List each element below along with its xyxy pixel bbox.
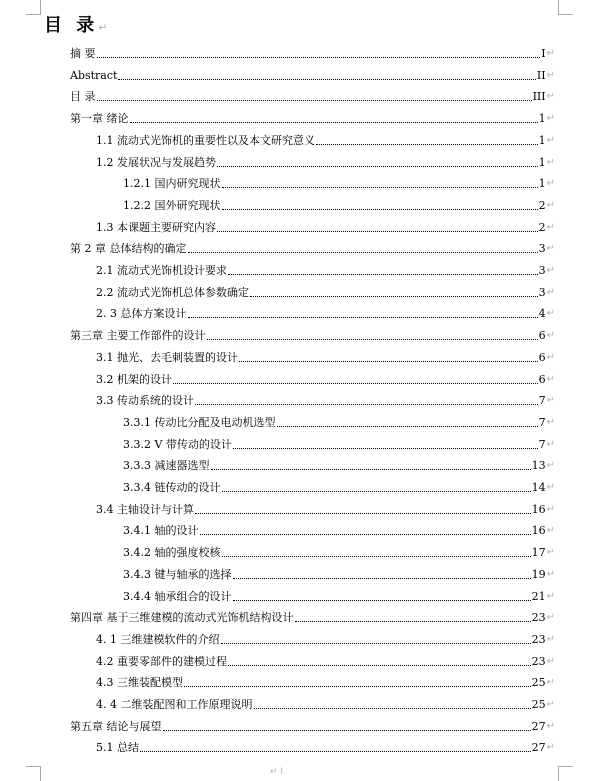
paragraph-mark-icon: ↵ [546, 330, 555, 341]
toc-leader-dots [233, 577, 531, 579]
toc-leader-dots [97, 56, 541, 58]
toc-entry-label: 4. 1 三维建模软件的介绍 [96, 633, 220, 646]
toc-entry-label: 第四章 基于三维建模的流动式光饰机结构设计 [70, 611, 294, 624]
toc-entry-page: 23 [531, 633, 546, 646]
paragraph-mark-icon: ↵ [546, 504, 555, 515]
toc-entry-label: 3.2 机架的设计 [96, 373, 172, 386]
toc-leader-dots [97, 99, 532, 101]
toc-entry-label: 4.2 重要零部件的建模过程 [96, 655, 227, 668]
toc-entry-label: 第三章 主要工作部件的设计 [70, 329, 206, 342]
toc-leader-dots [221, 642, 531, 644]
toc-entry-page: 2 [538, 221, 546, 234]
paragraph-mark-icon: ↵ [546, 569, 555, 580]
toc-leader-dots [207, 338, 538, 340]
toc-entry-label: 摘 要 [70, 47, 96, 60]
toc-entry-page: 17 [531, 546, 546, 559]
paragraph-mark-icon: ↵ [546, 157, 555, 168]
toc-entry-page: 4 [538, 307, 546, 320]
toc-entry[interactable] [123, 414, 555, 430]
toc-leader-dots [222, 186, 538, 188]
toc-entry-page: 25 [531, 676, 546, 689]
toc-entry[interactable] [123, 479, 555, 495]
toc-entry[interactable] [96, 739, 555, 755]
paragraph-mark-icon: ↵ [546, 395, 555, 406]
toc-entry[interactable] [123, 197, 555, 213]
paragraph-mark-icon: ↵ [546, 135, 555, 146]
paragraph-mark-icon: ↵ [546, 374, 555, 385]
toc-entry-page: 6 [538, 351, 546, 364]
toc-entry[interactable] [96, 284, 555, 300]
toc-entry[interactable] [96, 674, 555, 690]
toc-entry-page: 23 [531, 655, 546, 668]
toc-leader-dots [195, 403, 538, 405]
toc-entry[interactable] [123, 457, 555, 473]
toc-entry-page: 1 [538, 134, 546, 147]
paragraph-mark-icon: ↵ [546, 265, 555, 276]
toc-entry-page: 27 [531, 720, 546, 733]
toc-entry-page: 16 [531, 524, 546, 537]
toc-leader-dots [188, 251, 538, 253]
toc-entry-page: 2 [538, 199, 546, 212]
toc-leader-dots [233, 447, 538, 449]
toc-entry[interactable] [96, 392, 555, 408]
footer-page-mark: ↵ I [270, 767, 284, 777]
toc-leader-dots [217, 230, 538, 232]
toc-entry-label: 3.3.3 减速器选型 [123, 459, 210, 472]
toc-leader-dots [295, 620, 531, 622]
toc-entry-page: 7 [538, 416, 546, 429]
margin-corner-top-left [26, 0, 41, 15]
paragraph-mark-icon: ↵ [546, 742, 555, 753]
toc-entry[interactable] [123, 588, 555, 604]
margin-corner-bottom-left [26, 766, 41, 781]
paragraph-mark-icon: ↵ [546, 525, 555, 536]
toc-entry-page: 1 [538, 177, 546, 190]
toc-entry[interactable] [96, 371, 555, 387]
toc-entry-page: 6 [538, 329, 546, 342]
toc-entry[interactable] [123, 436, 555, 452]
paragraph-mark-icon: ↵ [546, 699, 555, 710]
toc-entry-page: I [541, 47, 546, 60]
toc-entry-page: 6 [538, 373, 546, 386]
toc-entry-page: 14 [531, 481, 546, 494]
toc-leader-dots [188, 316, 538, 318]
toc-entry[interactable] [96, 132, 555, 148]
toc-entry[interactable] [70, 67, 555, 83]
paragraph-mark-icon: ↵ [546, 417, 555, 428]
toc-entry-label: 1.2 发展状况与发展趋势 [96, 156, 216, 169]
toc-entry[interactable] [96, 219, 555, 235]
toc-entry[interactable] [96, 653, 555, 669]
toc-entry-label: 第一章 绪论 [70, 112, 129, 125]
paragraph-mark-icon: ↵ [546, 308, 555, 319]
toc-entry[interactable] [70, 327, 555, 343]
paragraph-mark-icon: ↵ [546, 200, 555, 211]
paragraph-mark-icon: ↵ [546, 721, 555, 732]
toc-entry-label: 1.2.2 国外研究现状 [123, 199, 221, 212]
toc-entry-label: 1.3 本课题主要研究内容 [96, 221, 216, 234]
toc-entry-page: 25 [531, 698, 546, 711]
toc-leader-dots [217, 165, 538, 167]
toc-entry-label: 第 2 章 总体结构的确定 [70, 242, 187, 255]
paragraph-mark-icon: ↵ [546, 677, 555, 688]
toc-leader-dots [211, 468, 531, 470]
toc-entry-label: 4.3 三维装配模型 [96, 676, 183, 689]
toc-entry-page: 7 [538, 438, 546, 451]
toc-entry[interactable] [96, 696, 555, 712]
margin-corner-top-right [558, 0, 573, 15]
toc-entry-page: 3 [538, 264, 546, 277]
paragraph-mark-icon: ↵ [546, 634, 555, 645]
paragraph-mark-icon: ↵ [546, 656, 555, 667]
toc-entry-page: 16 [531, 503, 546, 516]
paragraph-mark-icon: ↵ [546, 70, 555, 81]
page-title [44, 15, 108, 39]
toc-entry-page: 27 [531, 741, 546, 754]
toc-entry[interactable] [70, 45, 555, 61]
toc-leader-dots [118, 78, 535, 80]
toc-entry[interactable] [123, 522, 555, 538]
toc-entry-page: 19 [531, 568, 546, 581]
toc-leader-dots [140, 750, 531, 752]
paragraph-mark-icon: ↵ [546, 178, 555, 189]
toc-entry-page: III [532, 90, 546, 103]
toc-leader-dots [200, 533, 531, 535]
toc-leader-dots [228, 664, 531, 666]
toc-entry-page: 3 [538, 286, 546, 299]
paragraph-mark-icon: ↵ [546, 547, 555, 558]
paragraph-mark-icon: ↵ [546, 482, 555, 493]
toc-entry-label: 2.1 流动式光饰机设计要求 [96, 264, 227, 277]
toc-entry-label: 3.3.1 传动比分配及电动机选型 [123, 416, 276, 429]
toc-entry[interactable] [70, 240, 555, 256]
toc-leader-dots [222, 490, 531, 492]
toc-leader-dots [239, 360, 538, 362]
paragraph-mark-icon: ↵ [546, 243, 555, 254]
paragraph-mark-icon: ↵ [546, 287, 555, 298]
toc-leader-dots [130, 121, 538, 123]
paragraph-mark-icon: ↵ [546, 48, 555, 59]
toc-entry-label: 2.2 流动式光饰机总体参数确定 [96, 286, 249, 299]
toc-leader-dots [277, 425, 538, 427]
toc-entry-label: 5.1 总结 [96, 741, 139, 754]
toc-entry-page: 13 [531, 459, 546, 472]
toc-leader-dots [173, 382, 538, 384]
toc-entry-label: 3.4.1 轴的设计 [123, 524, 199, 537]
toc-entry-label: 3.4.2 轴的强度校核 [123, 546, 221, 559]
toc-leader-dots [233, 599, 531, 601]
toc-leader-dots [228, 273, 538, 275]
toc-entry-page: II [536, 69, 546, 82]
toc-entry-label: 3.3.4 链传动的设计 [123, 481, 221, 494]
toc-leader-dots [316, 143, 538, 145]
toc-entry[interactable] [70, 609, 555, 625]
toc-entry[interactable] [123, 566, 555, 582]
toc-entry[interactable] [70, 88, 555, 104]
toc-leader-dots [163, 729, 531, 731]
toc-entry-label: 1.1 流动式光饰机的重要性以及本文研究意义 [96, 134, 315, 147]
toc-entry-label: 3.4.3 键与轴承的选择 [123, 568, 232, 581]
toc-leader-dots [222, 208, 538, 210]
toc-entry[interactable] [70, 110, 555, 126]
toc-entry-label: 2. 3 总体方案设计 [96, 307, 187, 320]
toc-entry-page: 3 [538, 242, 546, 255]
toc-entry-label: Abstract [70, 69, 118, 82]
toc-entry-label: 3.3.2 V 带传动的设计 [123, 438, 232, 451]
toc-entry-label: 4. 4 二维装配图和工作原理说明 [96, 698, 253, 711]
paragraph-mark-icon: ↵ [546, 113, 555, 124]
toc-entry[interactable] [96, 154, 555, 170]
toc-entry-page: 23 [531, 611, 546, 624]
toc-leader-dots [222, 555, 531, 557]
toc-leader-dots [254, 707, 531, 709]
toc-entry-label: 3.4.4 轴承组合的设计 [123, 590, 232, 603]
paragraph-mark-icon: ↵ [98, 21, 108, 34]
toc-entry-label: 目 录 [70, 90, 96, 103]
toc-leader-dots [250, 295, 538, 297]
toc-entry-label: 3.1 抛光、去毛刺装置的设计 [96, 351, 238, 364]
toc-entry-page: 1 [538, 112, 546, 125]
toc-entry[interactable] [123, 175, 555, 191]
toc-entry-page: 7 [538, 394, 546, 407]
toc-leader-dots [195, 512, 531, 514]
toc-entry[interactable] [96, 305, 555, 321]
margin-corner-bottom-right [558, 766, 573, 781]
toc-entry[interactable] [96, 631, 555, 647]
paragraph-mark-icon: ↵ [546, 460, 555, 471]
toc-entry[interactable] [96, 501, 555, 517]
toc-entry-label: 第五章 结论与展望 [70, 720, 162, 733]
toc-entry[interactable] [96, 349, 555, 365]
toc-entry-page: 21 [531, 590, 546, 603]
toc-entry[interactable] [123, 544, 555, 560]
toc-entry[interactable] [96, 262, 555, 278]
page-title-text: 目 录 [44, 15, 99, 36]
toc-entry-page: 1 [538, 156, 546, 169]
paragraph-mark-icon: ↵ [546, 591, 555, 602]
toc-entry-label: 3.3 传动系统的设计 [96, 394, 194, 407]
toc-entry-label: 3.4 主轴设计与计算 [96, 503, 194, 516]
paragraph-mark-icon: ↵ [546, 352, 555, 363]
paragraph-mark-icon: ↵ [546, 439, 555, 450]
toc-entry[interactable] [70, 718, 555, 734]
paragraph-mark-icon: ↵ [546, 612, 555, 623]
paragraph-mark-icon: ↵ [546, 91, 555, 102]
paragraph-mark-icon: ↵ [546, 222, 555, 233]
toc-entry-label: 1.2.1 国内研究现状 [123, 177, 221, 190]
toc-leader-dots [184, 685, 531, 687]
